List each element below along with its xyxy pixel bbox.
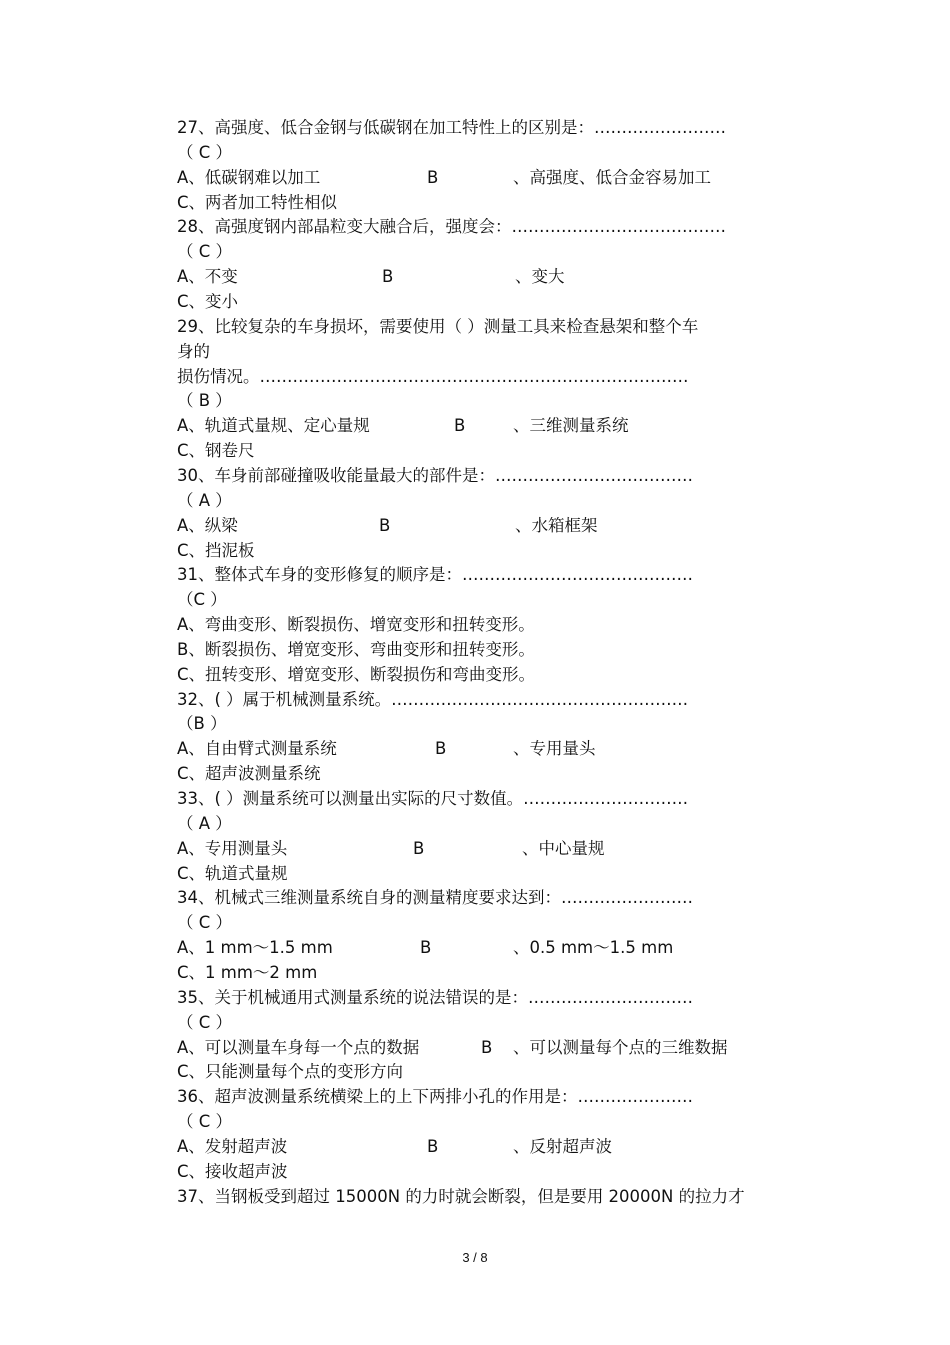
option-b-text: 、中心量规 <box>522 838 605 858</box>
answer-line: （B ） <box>177 714 227 734</box>
option-line: C、1 mm～2 mm <box>177 962 318 982</box>
option-b-text: 、专用量头 <box>513 739 596 759</box>
option-b-text: 、可以测量每个点的三维数据 <box>513 1037 728 1057</box>
question-line: 29、比较复杂的车身损坏，需要使用（ ）测量工具来检查悬架和整个车 <box>177 316 699 336</box>
question-line: 31、整体式车身的变形修复的顺序是：…………………………………… <box>177 565 693 585</box>
answer-line: （ C ） <box>177 913 233 933</box>
option-a: A、发射超声波 <box>177 1136 288 1156</box>
option-b-text: 、高强度、低合金容易加工 <box>513 167 711 187</box>
option-a: A、纵梁 <box>177 515 238 535</box>
option-line: C、挡泥板 <box>177 540 255 560</box>
option-b-letter: B <box>427 167 439 187</box>
option-b-text: 、三维测量系统 <box>513 416 629 436</box>
option-b-letter: B <box>413 838 425 858</box>
option-b-letter: B <box>382 267 394 287</box>
answer-line: （ C ） <box>177 142 233 162</box>
question-line: 34、机械式三维测量系统自身的测量精度要求达到：…………………… <box>177 888 693 908</box>
answer-line: （ C ） <box>177 242 233 262</box>
option-line: C、变小 <box>177 292 239 311</box>
question-line: 身的 <box>177 341 210 361</box>
answer-line: （ A ） <box>177 490 232 510</box>
option-a: A、可以测量车身每一个点的数据 <box>177 1037 420 1057</box>
option-a: A、专用测量头 <box>177 838 288 858</box>
option-b-letter: B <box>379 515 391 535</box>
option-b-text: 、变大 <box>515 267 565 287</box>
question-line: 35、关于机械通用式测量系统的说法错误的是：………………………… <box>177 987 693 1007</box>
option-line: C、只能测量每个点的变形方向 <box>177 1062 404 1082</box>
option-line: B、断裂损伤、增宽变形、弯曲变形和扭转变形。 <box>177 639 535 659</box>
option-b-text: 、0.5 mm～1.5 mm <box>513 938 674 958</box>
option-a: A、低碳钢难以加工 <box>177 167 321 187</box>
option-b-letter: B <box>481 1037 493 1057</box>
option-b-letter: B <box>435 739 447 759</box>
option-a: A、1 mm～1.5 mm <box>177 938 333 958</box>
question-line: 27、高强度、低合金钢与低碳钢在加工特性上的区别是：…………………… <box>177 118 726 137</box>
page-number: 3 / 8 <box>462 1250 488 1265</box>
option-line: C、两者加工特性相似 <box>177 192 338 212</box>
option-b-text: 、反射超声波 <box>513 1136 612 1156</box>
option-line: C、接收超声波 <box>177 1161 288 1181</box>
question-line: 33、( ）测量系统可以测量出实际的尺寸数值。………………………… <box>177 789 689 808</box>
question-line: 32、( ）属于机械测量系统。……………………………………………… <box>177 689 689 709</box>
option-a: A、自由臂式测量系统 <box>177 739 337 759</box>
question-line: 30、车身前部碰撞吸收能量最大的部件是：……………………………… <box>177 465 693 485</box>
question-line: 损伤情况。…………………………………………………………………… <box>177 366 689 386</box>
answer-line: （ C ） <box>177 1112 233 1131</box>
option-b-letter: B <box>454 416 466 436</box>
option-b-text: 、水箱框架 <box>515 515 598 535</box>
question-line: 36、超声波测量系统横梁上的上下两排小孔的作用是：………………… <box>177 1087 693 1107</box>
option-line: A、弯曲变形、断裂损伤、增宽变形和扭转变形。 <box>177 615 535 634</box>
answer-line: （ C ） <box>177 1012 233 1032</box>
question-line: 37、当钢板受到超过 15000N 的力时就会断裂，但是要用 20000N 的拉力才 <box>177 1186 745 1206</box>
option-b-letter: B <box>427 1136 439 1156</box>
option-a: A、轨道式量规、定心量规 <box>177 416 370 436</box>
answer-line: （C ） <box>177 590 227 610</box>
answer-line: （ A ） <box>177 813 232 833</box>
option-line: C、超声波测量系统 <box>177 764 321 784</box>
option-a: A、不变 <box>177 267 238 287</box>
option-line: C、钢卷尺 <box>177 441 255 461</box>
question-line: 28、高强度钢内部晶粒变大融合后，强度会：………………………………… <box>177 217 726 237</box>
option-b-letter: B <box>420 938 432 958</box>
option-line: C、轨道式量规 <box>177 863 288 883</box>
answer-line: （ B ） <box>177 391 232 411</box>
option-line: C、扭转变形、增宽变形、断裂损伤和弯曲变形。 <box>177 664 536 684</box>
